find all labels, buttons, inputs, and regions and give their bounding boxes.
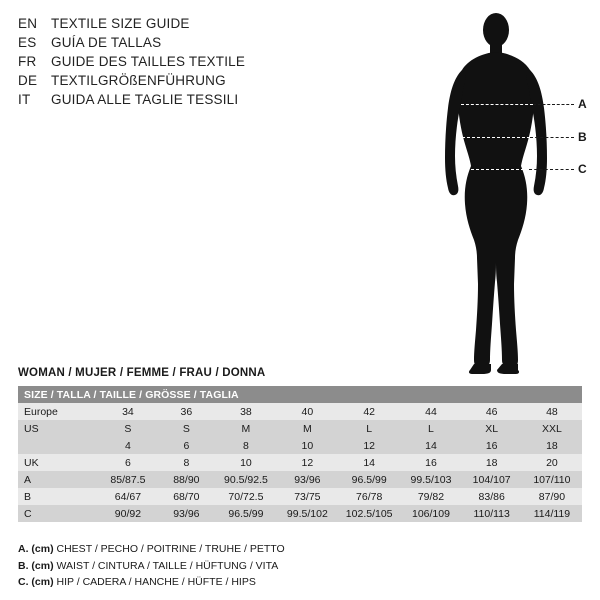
table-cell: 68/70 <box>158 488 215 505</box>
size-table-wrapper <box>18 386 582 522</box>
table-cell: 44 <box>400 403 461 420</box>
table-cell: 70/72.5 <box>215 488 277 505</box>
footnote-c-text: HIP / CADERA / HANCHE / HÜFTE / HIPS <box>56 576 256 588</box>
table-cell: 87/90 <box>522 488 582 505</box>
title-lang-fr: FR <box>18 54 37 69</box>
table-cell: 18 <box>462 454 522 471</box>
table-cell: XXL <box>522 420 582 437</box>
measure-line-c-outer <box>529 169 574 170</box>
footnotes <box>18 541 285 591</box>
footnote-b <box>18 558 285 575</box>
title-text-it: GUIDA ALLE TAGLIE TESSILI <box>51 92 239 107</box>
table-row <box>18 403 582 420</box>
table-cell: 8 <box>215 437 277 454</box>
title-text-en: TEXTILE SIZE GUIDE <box>51 16 190 31</box>
table-cell: 12 <box>338 437 401 454</box>
table-cell: 96.5/99 <box>338 471 401 488</box>
table-cell: 110/113 <box>462 505 522 522</box>
table-cell: 104/107 <box>462 471 522 488</box>
table-cell: 99.5/103 <box>400 471 461 488</box>
title-row-en <box>18 14 348 33</box>
footnote-b-key: B. (cm) <box>18 559 54 572</box>
table-cell: 114/119 <box>522 505 582 522</box>
table-cell: 85/87.5 <box>98 471 158 488</box>
table-cell: 99.5/102 <box>277 505 338 522</box>
table-cell: 76/78 <box>338 488 401 505</box>
table-cell: 14 <box>400 437 461 454</box>
table-cell: 16 <box>400 454 461 471</box>
table-cell: 83/86 <box>462 488 522 505</box>
table-cell: 6 <box>98 454 158 471</box>
title-text-de: TEXTILGRÖßENFÜHRUNG <box>51 73 226 88</box>
measure-label-c: C <box>578 162 587 176</box>
row-label: Europe <box>18 403 98 420</box>
table-header-row <box>18 386 582 403</box>
table-cell: 106/109 <box>400 505 461 522</box>
table-cell: S <box>98 420 158 437</box>
title-row-es <box>18 33 348 52</box>
table-cell: 10 <box>277 437 338 454</box>
table-cell: 12 <box>277 454 338 471</box>
table-cell: M <box>277 420 338 437</box>
row-label: US <box>18 420 98 437</box>
measure-line-a-outer <box>533 104 574 105</box>
title-row-fr <box>18 52 348 71</box>
table-cell: 48 <box>522 403 582 420</box>
row-label: A <box>18 471 98 488</box>
table-row <box>18 437 582 454</box>
table-cell: 38 <box>215 403 277 420</box>
table-cell: 8 <box>158 454 215 471</box>
title-block <box>18 14 348 109</box>
title-text-fr: GUIDE DES TAILLES TEXTILE <box>51 54 246 69</box>
measure-line-c-inner <box>461 169 529 170</box>
footnote-a-key: A. (cm) <box>18 543 54 555</box>
table-row <box>18 454 582 471</box>
title-lang-en: EN <box>18 16 38 31</box>
table-row <box>18 505 582 522</box>
table-cell: 107/110 <box>522 471 582 488</box>
measure-label-b: B <box>578 130 587 144</box>
table-cell: 102.5/105 <box>338 505 401 522</box>
footnote-a-text: CHEST / PECHO / POITRINE / TRUHE / PETTO <box>56 543 285 555</box>
measure-line-b-inner <box>462 137 530 138</box>
measure-label-a: A <box>578 97 587 111</box>
table-cell: 6 <box>158 437 215 454</box>
table-cell: 14 <box>338 454 401 471</box>
table-row <box>18 488 582 505</box>
table-cell: XL <box>462 420 522 437</box>
table-cell: M <box>215 420 277 437</box>
table-cell: 36 <box>158 403 215 420</box>
title-row-it <box>18 90 348 109</box>
table-cell: 46 <box>462 403 522 420</box>
title-row-de <box>18 71 348 90</box>
row-label: B <box>18 488 98 505</box>
table-cell: 4 <box>98 437 158 454</box>
table-cell: S <box>158 420 215 437</box>
table-cell: 90.5/92.5 <box>215 471 277 488</box>
section-heading-woman: WOMAN / MUJER / FEMME / FRAU / DONNA <box>18 367 266 379</box>
table-cell: 73/75 <box>277 488 338 505</box>
table-cell: 88/90 <box>158 471 215 488</box>
female-silhouette-icon <box>404 8 590 378</box>
table-row <box>18 420 582 437</box>
footnote-c <box>18 574 285 591</box>
measure-line-b-outer <box>530 137 574 138</box>
footnote-b-text: WAIST / CINTURA / TAILLE / HÜFTUNG / VITA <box>56 559 279 572</box>
footnote-a <box>18 541 285 558</box>
size-table <box>18 386 582 522</box>
table-cell: 79/82 <box>400 488 461 505</box>
table-cell: 93/96 <box>158 505 215 522</box>
table-cell: 64/67 <box>98 488 158 505</box>
table-cell: 34 <box>98 403 158 420</box>
table-cell: 40 <box>277 403 338 420</box>
row-label: UK <box>18 454 98 471</box>
table-cell: L <box>338 420 401 437</box>
title-lang-es: ES <box>18 35 37 50</box>
table-cell: 96.5/99 <box>215 505 277 522</box>
table-cell: 42 <box>338 403 401 420</box>
table-cell: 93/96 <box>277 471 338 488</box>
title-lang-de: DE <box>18 73 38 88</box>
title-text-es: GUÍA DE TALLAS <box>51 35 162 50</box>
table-cell: 20 <box>522 454 582 471</box>
table-cell: 10 <box>215 454 277 471</box>
measure-line-a-inner <box>461 104 533 105</box>
table-header-label: SIZE / TALLA / TAILLE / GRÖSSE / TAGLIA <box>18 386 582 403</box>
table-cell: 90/92 <box>98 505 158 522</box>
table-cell: L <box>400 420 461 437</box>
row-label: C <box>18 505 98 522</box>
title-lang-it: IT <box>18 92 31 107</box>
table-row <box>18 471 582 488</box>
footnote-c-key: C. (cm) <box>18 576 54 588</box>
table-cell: 16 <box>462 437 522 454</box>
table-cell: 18 <box>522 437 582 454</box>
row-label <box>18 437 98 454</box>
female-silhouette-figure <box>404 8 590 378</box>
